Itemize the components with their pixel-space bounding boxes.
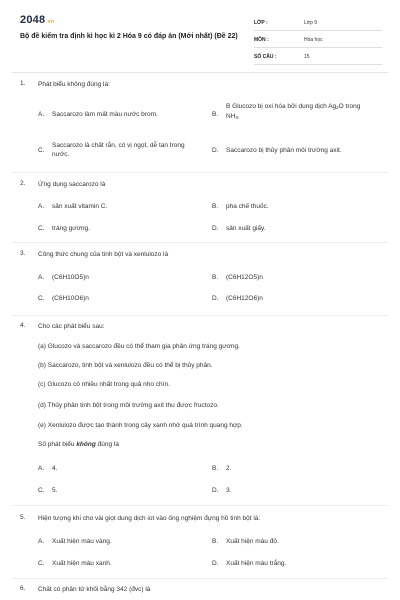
question-6 <box>20 585 380 597</box>
info-row-subject <box>254 34 382 48</box>
info-row-class <box>254 17 382 31</box>
question-header <box>20 322 380 334</box>
option-text: Saccarozo là chất rắn, có vị ngọt, dễ tan trong nước. <box>52 142 185 158</box>
document-header <box>20 14 382 66</box>
info-value: Lớp 9 <box>304 20 318 26</box>
question-text: Cho các phát biểu sau: <box>38 323 105 330</box>
option-letter: D. <box>212 487 219 494</box>
info-value: Hóa học <box>304 37 323 43</box>
option-text: Saccarozo làm mất màu nước brom. <box>52 111 158 118</box>
option-text: B Glucozo bị oxi hóa bởi dung dịch $Ag_2O$ trong $NH_3$. <box>226 103 361 120</box>
statement-b: (b) Saccarozo, tinh bột và xenlulozo đều có thể bị thủy phân. <box>38 362 213 369</box>
option-text: Xuất hiện màu trắng. <box>226 560 287 567</box>
option-letter: B. <box>212 203 219 210</box>
option-letter: C. <box>38 147 45 154</box>
option-letter: C. <box>38 295 45 302</box>
info-row-count <box>254 51 382 65</box>
question-text: Phát biểu không đúng là: <box>38 81 110 88</box>
question-separator <box>12 578 388 579</box>
option-text: Xuất hiện màu đỏ. <box>226 538 279 545</box>
statement-e: (e) Xenlulozo được tạo thành trong cây xanh nhờ quá trình quang hợp. <box>38 422 243 429</box>
option-text: 2. <box>226 465 232 472</box>
option-text: 5. <box>52 487 58 494</box>
document-title: Bộ đề kiểm tra định kì học kì 2 Hóa 9 có đáp án (Mới nhất) (Đề 22) <box>20 33 238 40</box>
option-letter: C. <box>38 560 45 567</box>
question-separator <box>12 315 388 316</box>
question-number: 6. <box>20 585 26 592</box>
option-letter: C. <box>38 225 45 232</box>
option-text: Xuất hiện màu xanh. <box>52 560 112 567</box>
option-text: sản xuất vitamin C. <box>52 203 108 210</box>
logo-main: 2048 <box>20 14 46 26</box>
option-letter: B. <box>212 111 219 118</box>
question-2 <box>20 180 380 232</box>
option-letter: D. <box>212 147 219 154</box>
question-header <box>20 180 380 192</box>
option-letter: B. <box>212 465 219 472</box>
info-key: SỐ CÂU : <box>254 54 277 60</box>
option-text: (C6H12O5)n <box>226 274 263 281</box>
option-letter: D. <box>212 295 219 302</box>
question-separator <box>12 172 388 173</box>
option-letter: A. <box>38 538 45 545</box>
question-4 <box>20 322 380 494</box>
question-text: Hiện tượng khi cho vài giọt dung dịch iot vào ống nghiệm đựng hồ tinh bột là: <box>38 515 261 522</box>
option-text: Saccarozo bị thủy phân môi trường axit. <box>226 147 342 154</box>
option-text: 4. <box>52 465 58 472</box>
option-letter: A. <box>38 111 45 118</box>
info-panel <box>254 17 382 68</box>
option-letter: A. <box>38 274 45 281</box>
option-text: (C6H10O6)n <box>52 295 89 302</box>
option-text: pha chế thuốc. <box>226 203 269 210</box>
question-header <box>20 80 380 92</box>
question-separator <box>12 242 388 243</box>
header-divider <box>12 72 388 73</box>
option-text: 3. <box>226 487 232 494</box>
question-3 <box>20 250 380 302</box>
question-text: Ứng dụng saccarozo là <box>38 181 106 188</box>
option-text: sản xuất giấy. <box>226 225 266 232</box>
option-letter: B. <box>212 274 219 281</box>
question-text: Chất có phân tử khối bằng 342 (đvc) là <box>38 586 151 593</box>
option-text: Xuất hiện màu vàng. <box>52 538 112 545</box>
statement-c: (c) Glucozo có nhiều nhất trong quả nho chín. <box>38 381 170 388</box>
question-number: 2. <box>20 180 26 187</box>
option-text: (C6H12O6)n <box>226 295 263 302</box>
option-letter: D. <box>212 560 219 567</box>
statement-d: (d) Thủy phân tinh bột trong môi trường axit thu được fructozo. <box>38 402 219 409</box>
option-letter: B. <box>212 538 219 545</box>
question-text: Công thức chung của tinh bột và xenlulozo là <box>38 251 169 258</box>
site-logo[interactable] <box>20 14 54 26</box>
emphasis-not: không <box>76 441 96 448</box>
option-letter: C. <box>38 487 45 494</box>
info-key: LỚP : <box>254 20 268 26</box>
question-5 <box>20 514 380 567</box>
question-separator <box>12 505 388 506</box>
option-letter: A. <box>38 203 45 210</box>
question-number: 4. <box>20 322 26 329</box>
option-text: tráng gương. <box>52 225 90 232</box>
question-1 <box>20 80 380 158</box>
question-header <box>20 585 380 597</box>
question-ask: Số phát biểu không đúng là <box>38 441 119 448</box>
option-text: (C6H10O5)n <box>52 274 89 281</box>
logo-suffix: .vn <box>46 19 55 25</box>
info-key: MÔN : <box>254 37 269 43</box>
option-letter: D. <box>212 225 219 232</box>
question-number: 5. <box>20 514 26 521</box>
info-value: 15 <box>304 54 310 60</box>
question-number: 1. <box>20 80 26 87</box>
statement-a: (a) Glucozo và saccarozo đều có thể tham gia phản ứng tráng gương. <box>38 343 240 350</box>
question-header <box>20 250 380 262</box>
option-letter: A. <box>38 465 45 472</box>
question-header <box>20 514 380 526</box>
question-number: 3. <box>20 250 26 257</box>
